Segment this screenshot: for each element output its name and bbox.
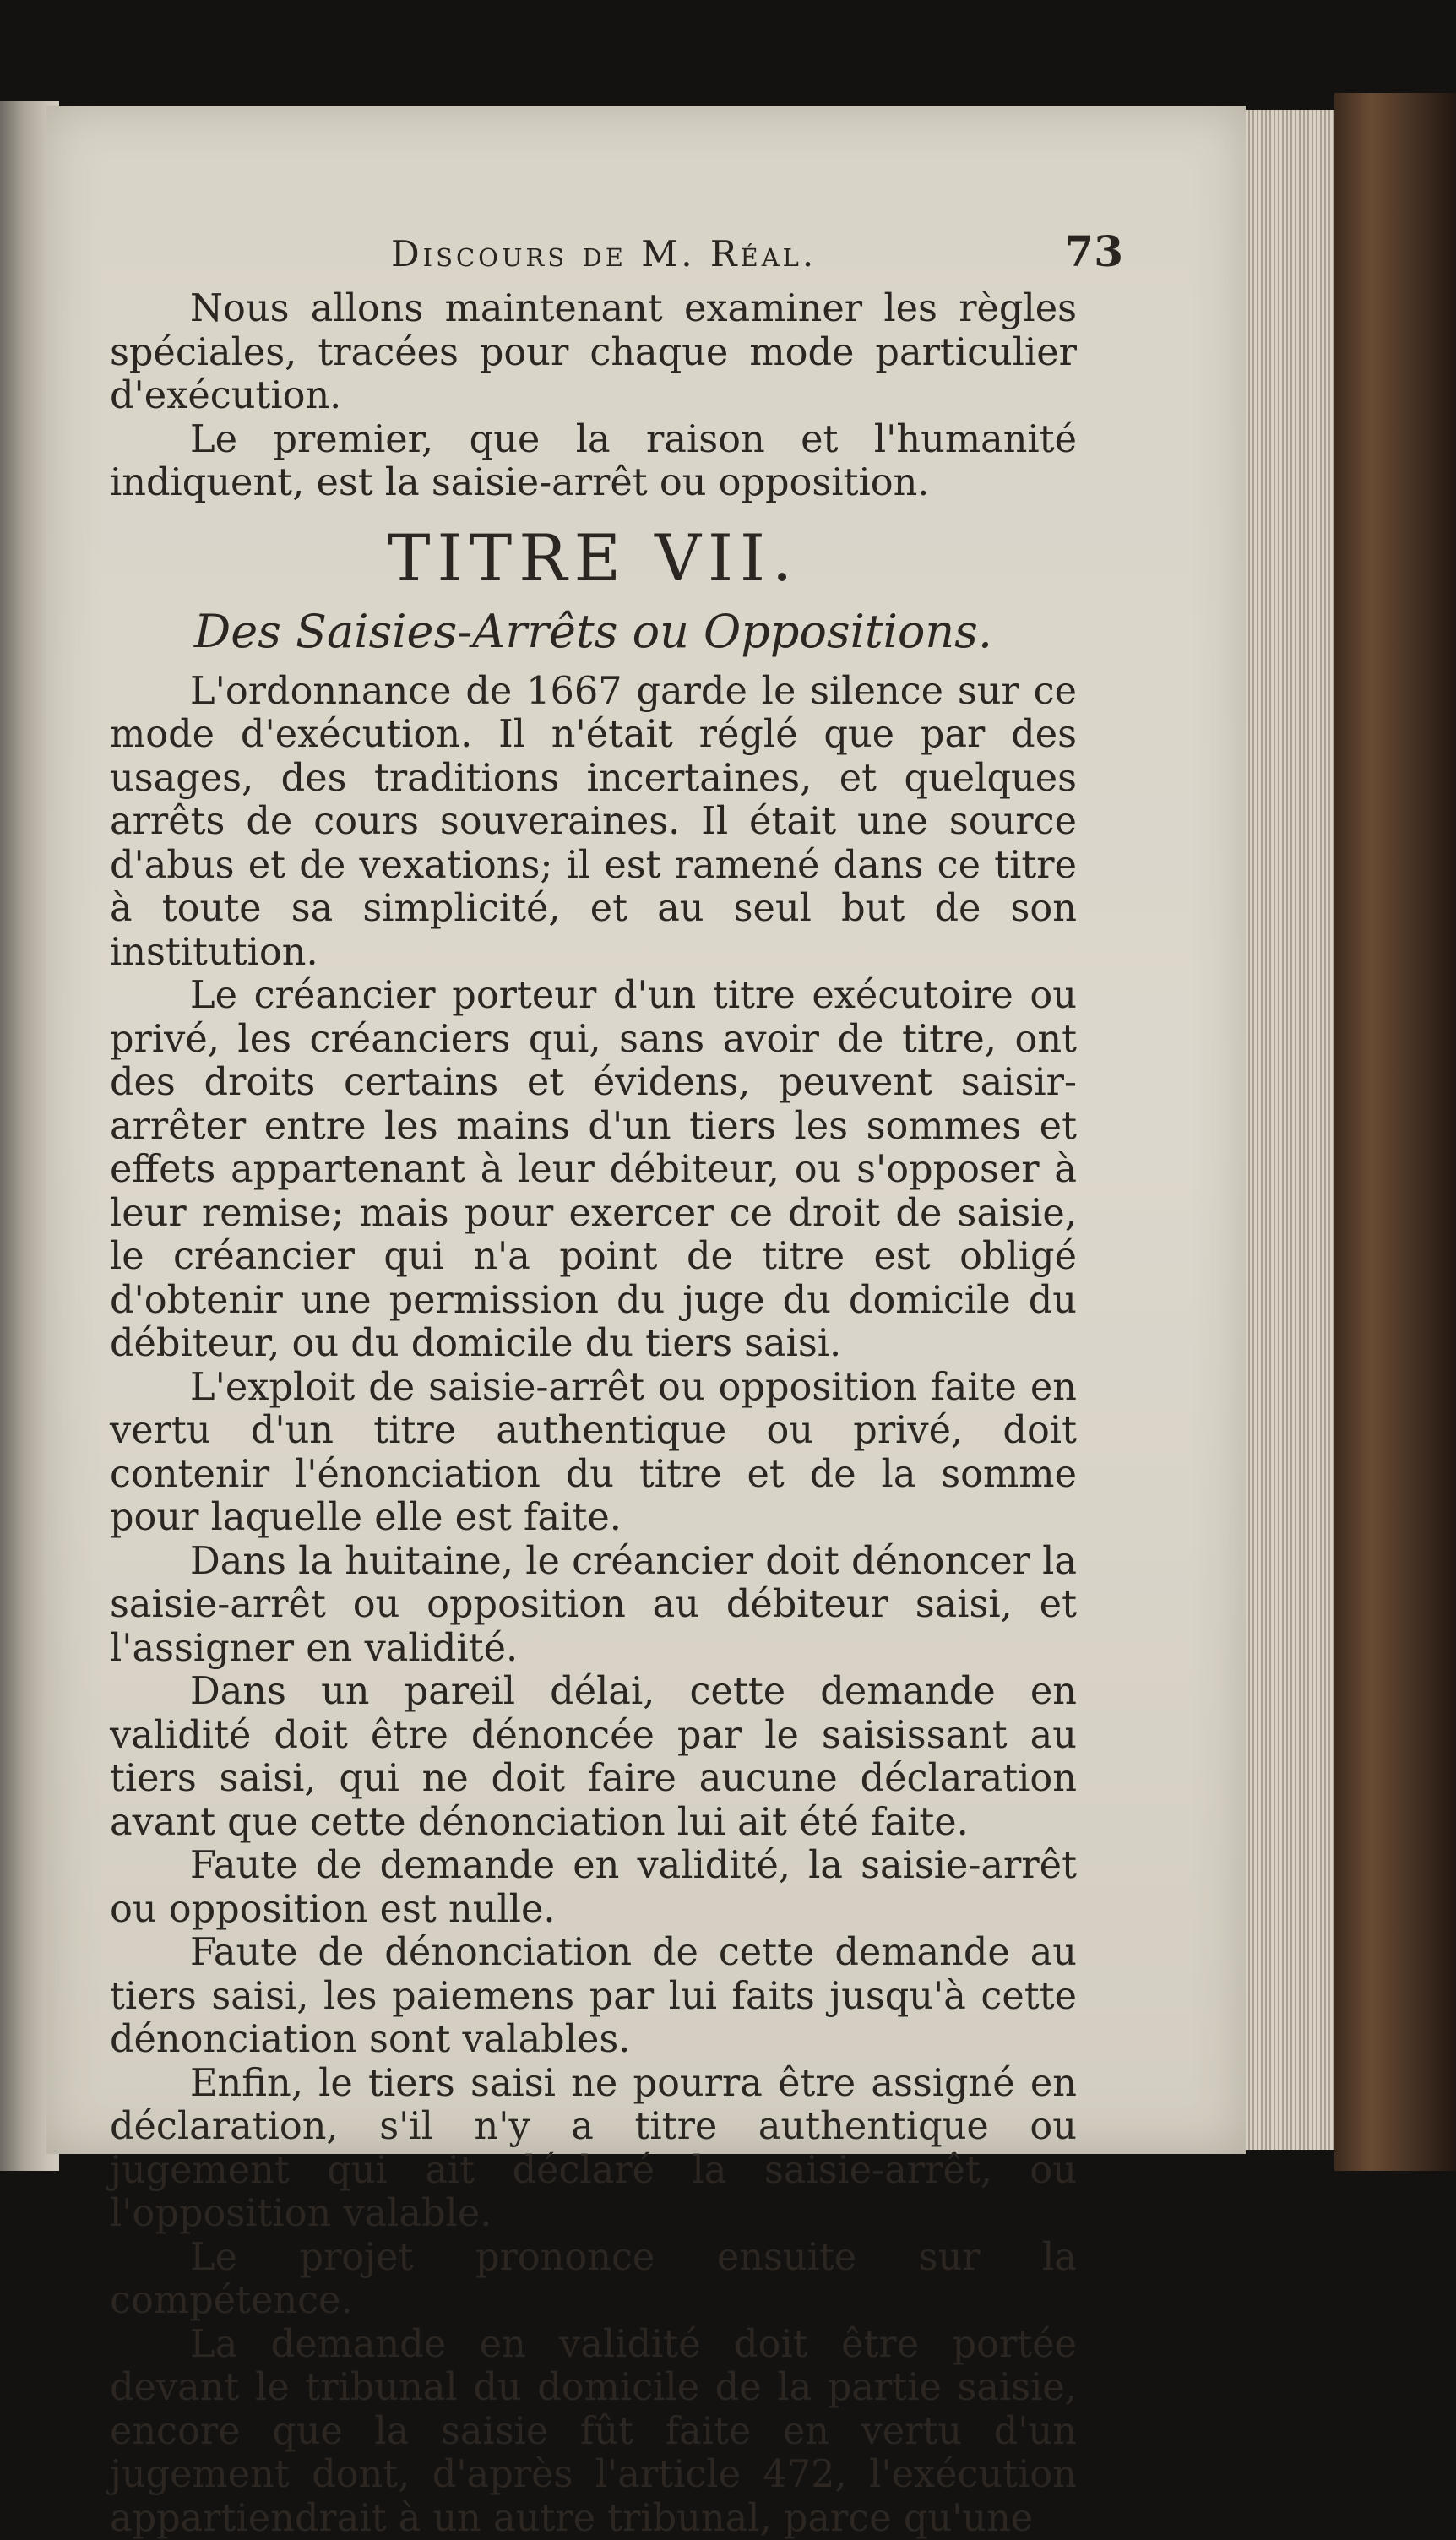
paragraph-9: Le projet prononce ensuite sur la compétence. [110, 2236, 1077, 2323]
paragraph-5: Dans un pareil délai, cette demande en validité doit être dénoncée par le saisissant au tiers saisi, qui ne doit faire aucune déclaration avant que cette dénonciation lui ait été faite. [110, 1670, 1077, 1844]
page-text [110, 287, 1077, 2540]
paragraph-1: L'ordonnance de 1667 garde le silence sur ce mode d'exécution. Il n'était réglé que par des usages, des traditions incertaines, et quelques arrêts de cours souveraines. Il était une source d'abus et de vexations; il est ramené dans ce titre à toute sa simplicité, et au seul but de son institution. [110, 670, 1077, 975]
page-number: 73 [1064, 226, 1123, 276]
running-head: Discours de M. Réal. [391, 233, 817, 275]
intro-paragraph-1: Nous allons maintenant examiner les règles spéciales, tracées pour chaque mode particulier d'exécution. [110, 287, 1077, 418]
paragraph-7: Faute de dénonciation de cette demande au tiers saisi, les paiemens par lui faits jusqu'à cette dénonciation sont valables. [110, 1931, 1077, 2062]
book-cover [1334, 93, 1456, 2171]
paragraph-3: L'exploit de saisie-arrêt ou opposition faite en vertu d'un titre authentique ou privé, doit contenir l'énonciation du titre et de la somme pour laquelle elle est faite. [110, 1366, 1077, 1540]
intro-paragraph-2: Le premier, que la raison et l'humanité indiquent, est la saisie-arrêt ou opposition. [110, 418, 1077, 505]
section-subtitle: Des Saisies-Arrêts ou Oppositions. [110, 606, 1077, 658]
paragraph-6: Faute de demande en validité, la saisie-arrêt ou opposition est nulle. [110, 1844, 1077, 1931]
paragraph-4: Dans la huitaine, le créancier doit dénoncer la saisie-arrêt ou opposition au débiteur saisi, et l'assigner en validité. [110, 1540, 1077, 1671]
section-title: TITRE VII. [110, 526, 1077, 590]
page-header [110, 226, 1123, 286]
paragraph-2: Le créancier porteur d'un titre exécutoire ou privé, les créanciers qui, sans avoir de titre, ont des droits certains et évidens, peuvent saisir-arrêter entre les mains d'un tiers les sommes et effets appartenant à leur débiteur, ou s'opposer à leur remise; mais pour exercer ce droit de saisie, le créancier qui n'a point de titre est obligé d'obtenir une permission du juge du domicile du débiteur, ou du domicile du tiers saisi. [110, 974, 1077, 1366]
page-edges [1246, 110, 1334, 2150]
paragraph-10: La demande en validité doit être portée devant le tribunal du domicile de la partie saisie, encore que la saisie fût faite en vertu d'un jugement dont, d'après l'article 472, l'exécution appartiendrait à un autre tribunal, parce qu'une [110, 2323, 1077, 2540]
paragraph-8: Enfin, le tiers saisi ne pourra être assigné en déclaration, s'il n'y a titre authentique ou jugement qui ait déclaré la saisie-arrêt, ou l'opposition valable. [110, 2062, 1077, 2236]
